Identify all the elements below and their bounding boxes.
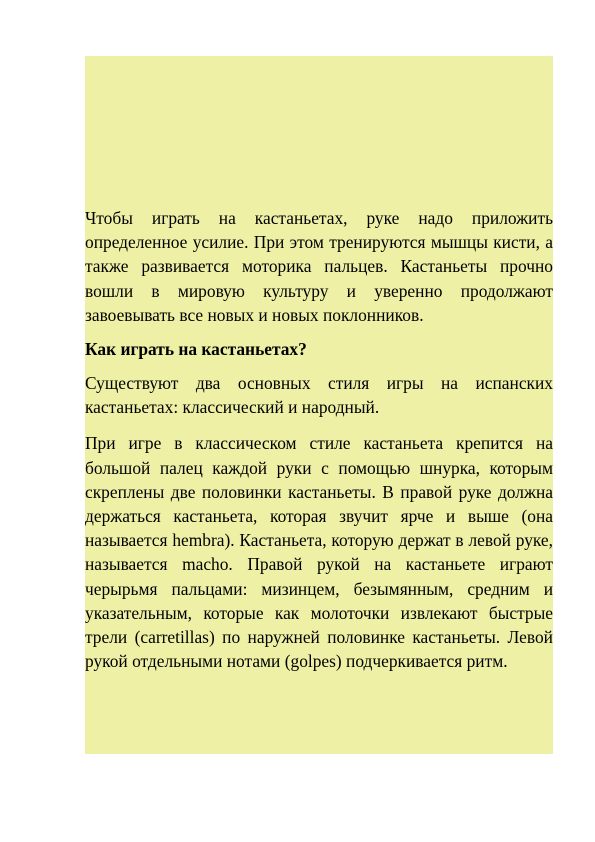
intro-paragraph: Чтобы играть на кастаньетах, руке надо приложить определенное усилие. При этом тренируются мышцы кисти, а также развивается моторика пальцев. Кастаньеты прочно вошли в мировую культуру и уверенно продолжают завоевывать все новых и новых поклонников.: [85, 208, 553, 325]
styles-paragraph: Существуют два основных стиля игры на испанских кастаньетах: классический и народный.: [85, 373, 553, 418]
document-content: [85, 206, 553, 673]
section-heading: Как играть на кастаньетах?: [85, 339, 307, 360]
classic-style-paragraph: При игре в классическом стиле кастаньета крепится на большой палец каждой руки с помощью шнурка, которым скреплены две половинки кастаньеты. В правой руке должна держаться кастаньета, которая звучит ярче и выше (она называется hembra). Кастаньета, которую держат в левой руке, называется macho. Правой рукой на кастаньете играют черырьмя пальцами: мизинцем, безымянным, средним и указательным, которые как молоточки извлекают быстрые трели (carretillas) по наружней половинке кастаньеты. Левой рукой отдельными нотами (golpes) подчеркивается ритм.: [85, 433, 553, 672]
